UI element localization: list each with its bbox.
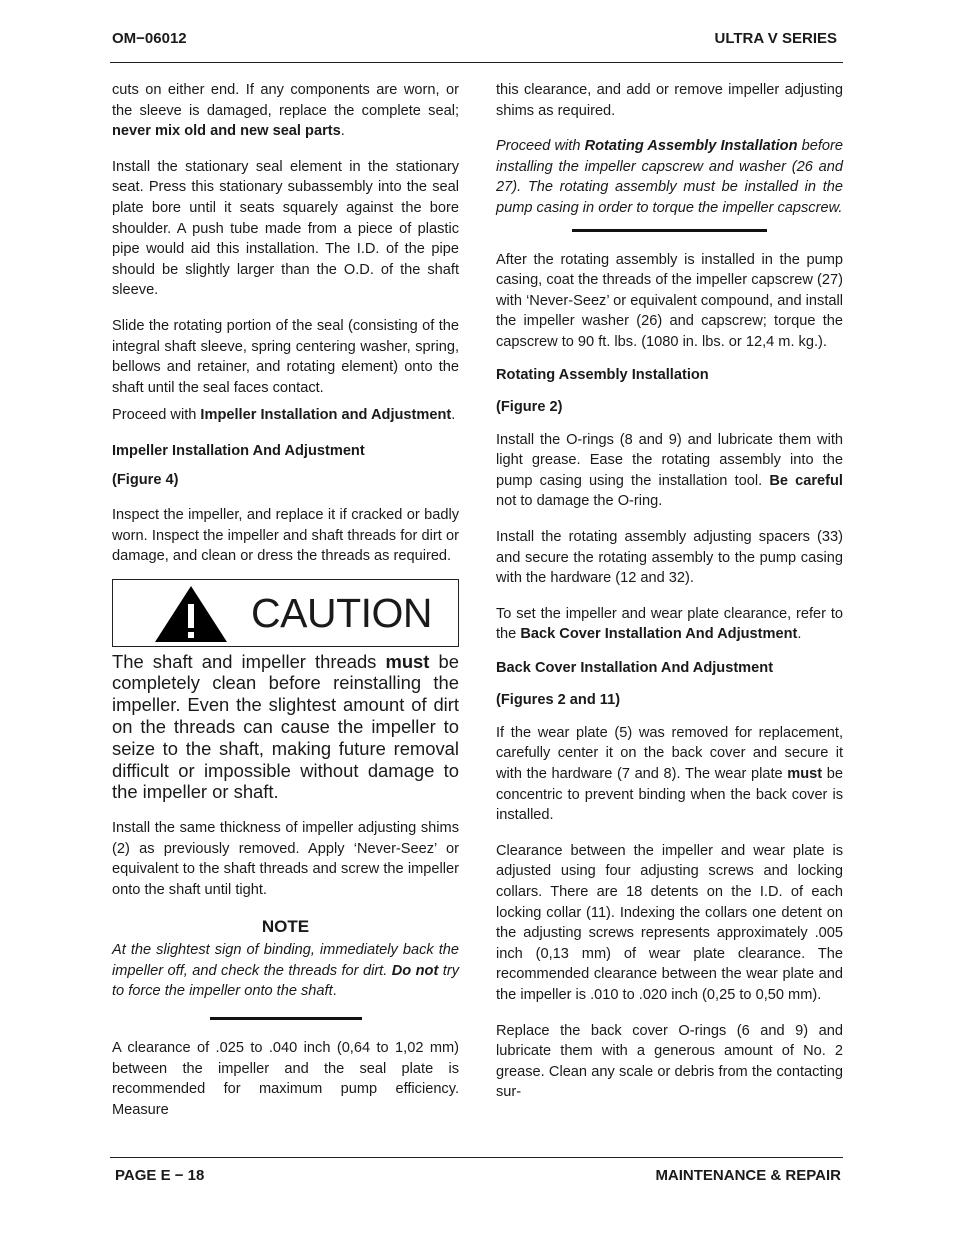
proceed-impeller-paragraph: Proceed with Impeller Installation and Adjustment. xyxy=(112,407,456,424)
document-number: OM−06012 xyxy=(112,30,187,47)
caution-box xyxy=(112,579,459,647)
section-title: MAINTENANCE & REPAIR xyxy=(655,1167,841,1184)
figures-2-11-reference: (Figures 2 and 11) xyxy=(496,691,621,708)
caution-label: CAUTION xyxy=(251,589,432,636)
italic-separator xyxy=(572,229,767,232)
right-column xyxy=(496,80,843,1118)
figure-2-reference: (Figure 2) xyxy=(496,398,563,415)
left-column xyxy=(112,80,459,1135)
note-title: NOTE xyxy=(261,916,310,936)
warning-triangle-icon xyxy=(153,584,229,644)
o-rings-paragraph: Install the O-rings (8 and 9) and lubricate them with light grease. Ease the rotating assembly into the pump casing using the installation tool. Be careful not to damage the O-ring. xyxy=(496,431,843,510)
clearance-paragraph: A clearance of .025 to .040 inch (0,64 to 1,02 mm) between the impeller and the seal plate is recommended for maximum pump efficiency. Measure xyxy=(112,1040,459,1118)
set-clearance-paragraph: To set the impeller and wear plate clearance, refer to the Back Cover Installation And Adjustment. xyxy=(496,605,843,643)
seal-parts-paragraph: cuts on either end. If any components are worn, or the sleeve is damaged, replace the complete seal; never mix old and new seal parts. xyxy=(112,82,459,140)
footer-rule xyxy=(110,1157,843,1158)
note-separator xyxy=(210,1017,362,1020)
note-text: At the slightest sign of binding, immediately back the impeller off, and check the threads for dirt. Do not try to force the impeller onto the shaft. xyxy=(112,942,459,1000)
capscrew-torque-paragraph: After the rotating assembly is installed in the pump casing, coat the threads of the impeller capscrew (27) with ‘Never-Seez’ or equivalent compound, and install the impeller washer (26) and capscrew; torque the capscrew to 90 ft. lbs. (1080 in. lbs. or 12,4 m. kg.). xyxy=(496,251,843,350)
stationary-seal-paragraph: Install the stationary seal element in the stationary seat. Press this stationary subassembly into the seal plate bore until it seats squarely against the bore shoulder. A push tube made from a piece of plastic pipe would aid this installation. The I.D. of the pipe should be slightly larger than the O.D. of the shaft sleeve. xyxy=(112,158,459,299)
adjusting-screws-paragraph: Clearance between the impeller and wear plate is adjusted using four adjusting screws and locking collars. There are 18 detents on the I.D. of each locking collar (11). Indexing the collars one detent on the adjusting screws represents approximately .005 inch (0,13 mm) of wear plate clearance. The recommended clearance between the wear plate and the impeller is .010 to .020 inch (0,25 to 0,50 mm). xyxy=(496,842,843,1003)
figure-4-reference: (Figure 4) xyxy=(112,471,179,488)
rotating-seal-paragraph: Slide the rotating portion of the seal (consisting of the integral shaft sleeve, spring centering washer, spring, bellows and retainer, and rotating element) onto the shaft until the seal faces contact. xyxy=(112,317,459,396)
spacers-paragraph: Install the rotating assembly adjusting spacers (33) and secure the rotating assembly to the pump casing with the hardware (12 and 32). xyxy=(496,528,843,587)
wear-plate-paragraph: If the wear plate (5) was removed for replacement, carefully center it on the back cover and secure it with the hardware (7 and 8). The wear plate must be concentric to prevent binding when the back cover is installed. xyxy=(496,724,843,824)
back-cover-o-rings-paragraph: Replace the back cover O-rings (6 and 9) and lubricate them with a generous amount of No. 2 grease. Clean any scale or debris from the contacting sur- xyxy=(496,1022,843,1101)
inspect-impeller-paragraph: Inspect the impeller, and replace it if cracked or badly worn. Inspect the impeller and shaft threads for dirt or damage, and clean or dress the threads as required. xyxy=(112,506,459,565)
back-cover-heading: Back Cover Installation And Adjustment xyxy=(496,659,774,676)
measure-clearance-paragraph: this clearance, and add or remove impeller adjusting shims as required. xyxy=(496,82,843,119)
header-rule xyxy=(110,62,843,63)
proceed-rotating-paragraph: Proceed with Rotating Assembly Installation before installing the impeller capscrew and washer (26 and 27). The rotating assembly must be installed in the pump casing in order to torque the impeller capscrew. xyxy=(496,138,844,216)
rotating-assembly-heading: Rotating Assembly Installation xyxy=(496,366,709,383)
page-number: PAGE E − 18 xyxy=(115,1167,205,1184)
series-title: ULTRA V SERIES xyxy=(714,30,837,47)
caution-text: The shaft and impeller threads must be completely clean before reinstalling the impeller. Even the slightest amount of dirt on the threads can cause the impeller to seize to the shaft, making future removal difficult or impossible without damage to the impeller or shaft. xyxy=(112,650,459,803)
impeller-heading: Impeller Installation And Adjustment xyxy=(112,442,365,459)
impeller-shims-paragraph: Install the same thickness of impeller adjusting shims (2) as previously removed. Apply ‘Never-Seez’ or equivalent to the shaft threads and screw the impeller onto the shaft until tight. xyxy=(112,820,459,899)
